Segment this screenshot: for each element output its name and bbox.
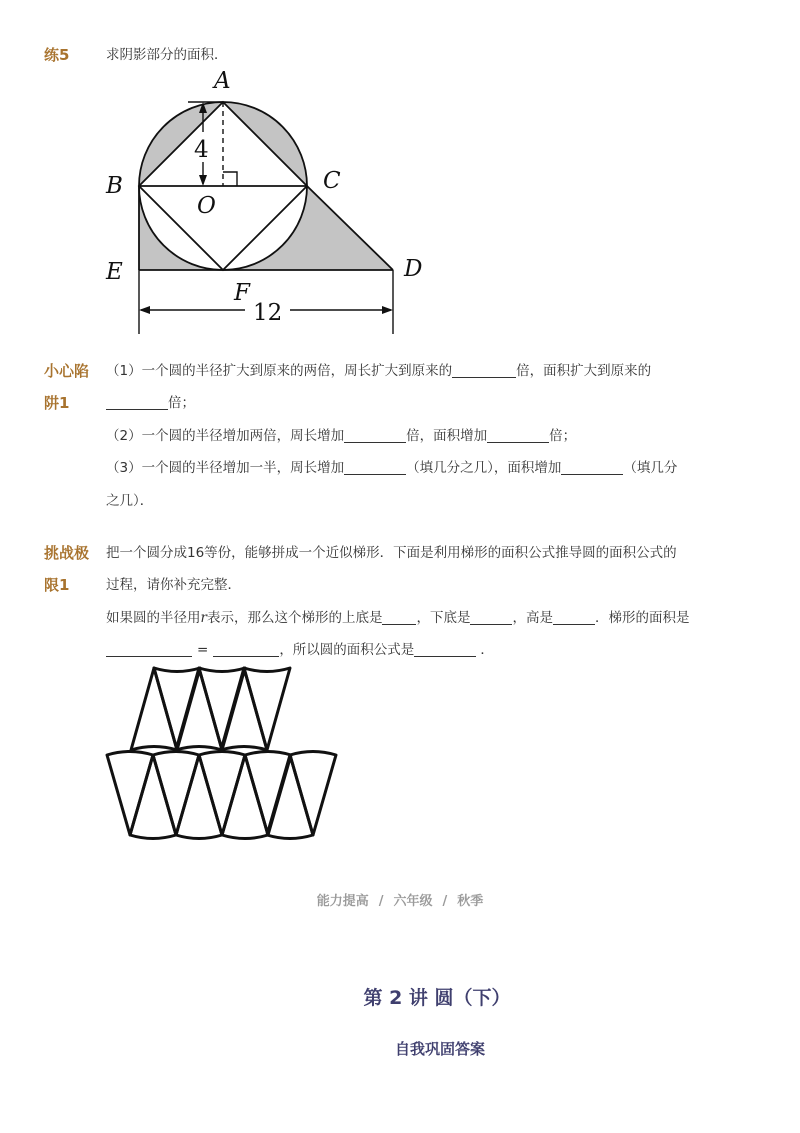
challenge-line1: 把一个圆分成16等份，能够拼成一个近似梯形．下面是利用梯形的面积公式推导圆的面积公式的: [106, 545, 677, 561]
answer-blank: [382, 608, 416, 625]
shaded-lower-right: [223, 186, 393, 270]
sector-piece: [267, 755, 313, 839]
answer-blank: [213, 640, 279, 657]
sector-piece: [221, 668, 267, 750]
trap-q1-part-a: （1）一个圆的半径扩大到原来的两倍，周长扩大到原来的: [106, 363, 453, 379]
footer-season: 秋季: [457, 894, 484, 909]
point-e-label: E: [106, 259, 123, 285]
width-arrow-right: [382, 306, 393, 314]
challenge-label-line1: 挑战极: [44, 544, 90, 562]
sector-piece: [176, 668, 222, 750]
answer-blank: [553, 608, 595, 625]
sector-piece: [153, 752, 199, 836]
exercise-label: 练5: [44, 46, 70, 64]
challenge-line3: [106, 603, 689, 634]
radius-value-label: 4: [194, 137, 209, 163]
equals-sign: =: [197, 642, 209, 658]
footer-grade: 六年级: [393, 894, 433, 909]
answer-blank: [106, 393, 168, 410]
challenge-line3-part-b: 表示，那么这个梯形的上底是: [206, 610, 383, 626]
sector-piece: [199, 752, 245, 836]
trap-label-line1: 小心陷: [44, 362, 90, 380]
exercise-prompt: 求阴影部分的面积．: [106, 47, 228, 63]
footer-course: 能力提高: [316, 894, 369, 909]
trap-q3-line: [106, 453, 677, 484]
challenge-line3-part-a: 如果圆的半径用: [106, 610, 201, 626]
sector-piece: [176, 755, 222, 839]
answer-blank: [344, 426, 406, 443]
challenge-line4-part-b: ，所以圆的面积公式是: [279, 642, 415, 658]
point-o-label: O: [197, 193, 216, 219]
trap-q1-line2: [106, 388, 195, 419]
radius-arrow-down: [199, 175, 207, 186]
answer-section-title: 自我巩固答案: [394, 1040, 485, 1058]
trap-q3-line2: 之几）．: [106, 493, 154, 509]
point-f-label: F: [234, 280, 250, 306]
page-footer: [0, 890, 800, 909]
answer-blank: [561, 458, 623, 475]
trap-q3-part-c: （填几分: [623, 460, 678, 476]
challenge-line3-part-c: ，下底是: [416, 610, 471, 626]
sector-piece: [290, 752, 336, 836]
sector-piece: [131, 668, 177, 750]
point-a-label: A: [214, 68, 231, 94]
challenge-line4-end: ．: [480, 642, 494, 658]
sector-piece: [130, 755, 176, 839]
trap-q1-part-b: 倍，面积扩大到原来的: [516, 363, 652, 379]
right-angle-mark: [223, 172, 237, 186]
answer-blank: [470, 608, 512, 625]
sector-piece: [107, 752, 153, 836]
point-b-label: B: [106, 173, 123, 199]
point-d-label: D: [404, 256, 423, 282]
sector-piece: [199, 668, 245, 750]
footer-separator: /: [442, 894, 448, 909]
trap-q1-line: [106, 356, 651, 387]
trap-q2-line: [106, 421, 576, 452]
footer-separator: /: [378, 894, 384, 909]
challenge-line3-part-d: ，高是: [512, 610, 553, 626]
challenge-line2: 过程，请你补充完整．: [106, 577, 241, 593]
trap-q1-part-c: 倍；: [168, 395, 195, 411]
challenge-label-line2: 限1: [44, 576, 70, 594]
sector-piece: [222, 755, 268, 839]
geometry-figure: [95, 62, 445, 342]
sector-piece: [245, 752, 291, 836]
answer-blank: [106, 640, 192, 657]
sector-piece: [154, 668, 200, 750]
answer-blank: [487, 426, 549, 443]
trap-q2-part-c: 倍；: [549, 428, 577, 444]
lecture-title: 第 2 讲 圆（下）: [363, 987, 511, 1009]
trap-q3-part-b: （填几分之几），面积增加: [406, 460, 562, 476]
point-c-label: C: [323, 168, 341, 194]
answer-blank: [414, 640, 476, 657]
trap-label-line2: 阱1: [44, 394, 70, 412]
answer-blank: [344, 458, 406, 475]
width-arrow-left: [139, 306, 150, 314]
trap-q2-part-b: 倍，面积增加: [406, 428, 488, 444]
answer-blank: [452, 361, 516, 378]
trap-q3-part-a: （3）一个圆的半径增加一半，周长增加: [106, 460, 345, 476]
width-value-label: 12: [253, 300, 283, 326]
radius-variable: r: [200, 610, 207, 626]
trapezoid-figure: [100, 660, 340, 845]
challenge-line3-part-e: ．梯形的面积是: [594, 610, 690, 626]
sector-piece: [244, 668, 290, 750]
trap-q2-part-a: （2）一个圆的半径增加两倍，周长增加: [106, 428, 345, 444]
